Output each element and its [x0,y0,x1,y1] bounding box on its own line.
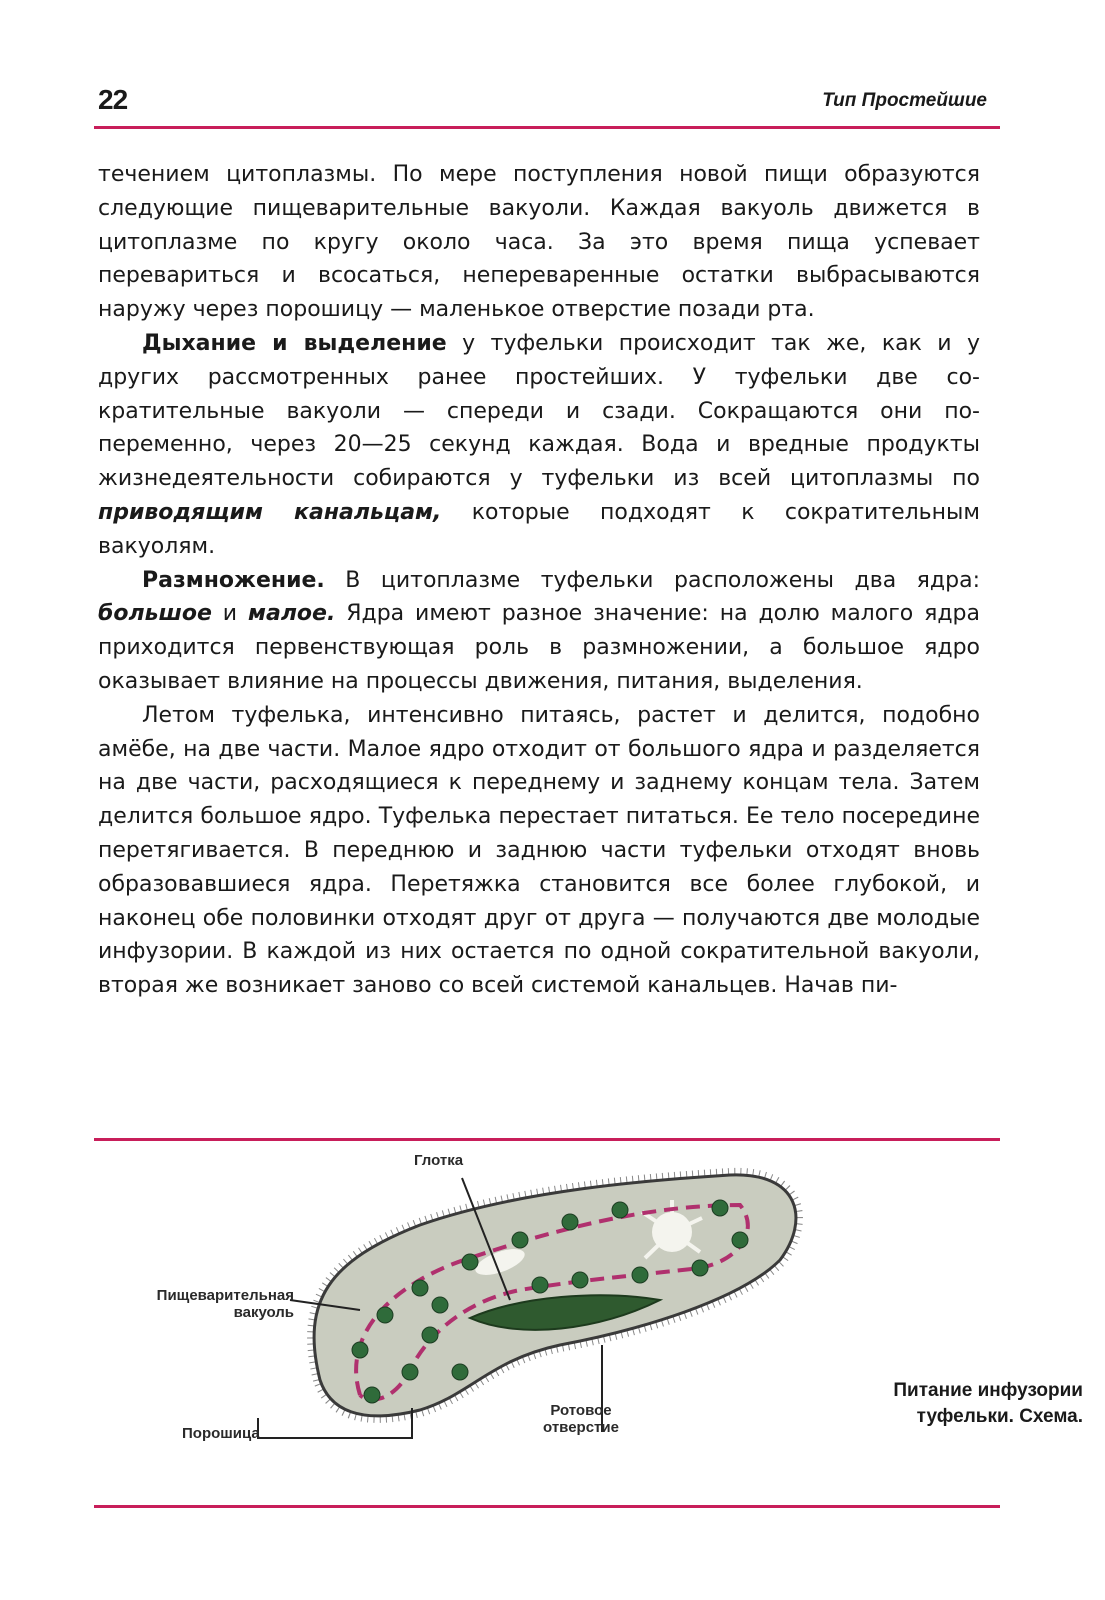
term-respiration: Дыхание и выделение [142,330,447,356]
label-digestive-vacuole: Пищеварительная вакуоль [156,1287,294,1321]
paragraph-3-text-a: В цитоплазме туфельки расположены два ядра: [324,567,980,593]
running-head: Тип Простейшие [822,90,987,111]
paragraph-2-text-b: которые подходят к сократительным вакуолям. [98,499,980,559]
body-text [98,158,980,1003]
paragraph-3-text-c: Ядра имеют разное значение: на долю малого ядра приходится первенствующая роль в размножении, а большое ядро оказывает влияние на процессы движения, питания, выделения. [98,601,980,694]
footer-rule [94,1505,1000,1508]
term-micronucleus: малое. [247,601,336,627]
paragraph-3-text-b: и [211,601,248,627]
label-mouth: Ротовое отверстие [543,1402,619,1436]
figure-paramecium [94,1145,1000,1500]
figure-caption: Питание инфузории туфельки. Схема. [893,1380,1083,1427]
paragraph-1: течением цитоплазмы. По мере поступления новой пищи образуются следующие пищеварительные вакуоли. Каждая вакуоль движется в цитоплазме по кругу около часа. За это время пища успевает перевариться и всосаться, непереваренные остатки выбрасываются наружу через порошицу — маленькое отверстие позади рта. [98,162,980,323]
term-canals: приводящим канальцам, [98,499,442,525]
figure-top-rule [94,1138,1000,1141]
paramecium-illustration [94,1145,1000,1500]
paragraph-4: Летом туфелька, интенсивно питаясь, растет и делится, подобно амёбе, на две части. Малое ядро отходит от большого ядра и разделяется на две части, расходящиеся к переднему и заднему концам тела. Затем делится большое ядро. Туфелька перестает питаться. Ее тело посередине перетягивается. В переднюю и заднюю части туфельки отходят вновь образовавшиеся ядра. Перетяжка становится все более глубокой, и наконец обе половинки отходят друг от друга — получаются две молодые инфузории. В каждой из них остается по одной сократительной вакуоли, вторая же возникает заново со всей системой канальцев. Начав пи- [98,702,980,999]
header-rule [94,126,1000,129]
page-number: 22 [98,84,128,115]
term-macronucleus: большое [98,601,212,627]
label-pharynx: Глотка [414,1152,464,1169]
paragraph-3 [98,564,980,699]
term-reproduction: Размножение. [142,567,325,593]
label-anal-pore: Порошица [182,1425,260,1442]
paragraph-2-text-a: у туфельки происходит так же, как и у других рассмотренных ранее простейших. У туфельки две сократительные вакуоли — спереди и сзади. Сокращаются они попеременно, через 20—25 секунд каждая. Вода и вредные продукты жизнедеятельности собираются у туфельки из всей цитоплазмы по [98,330,980,492]
paragraph-2 [98,327,980,564]
